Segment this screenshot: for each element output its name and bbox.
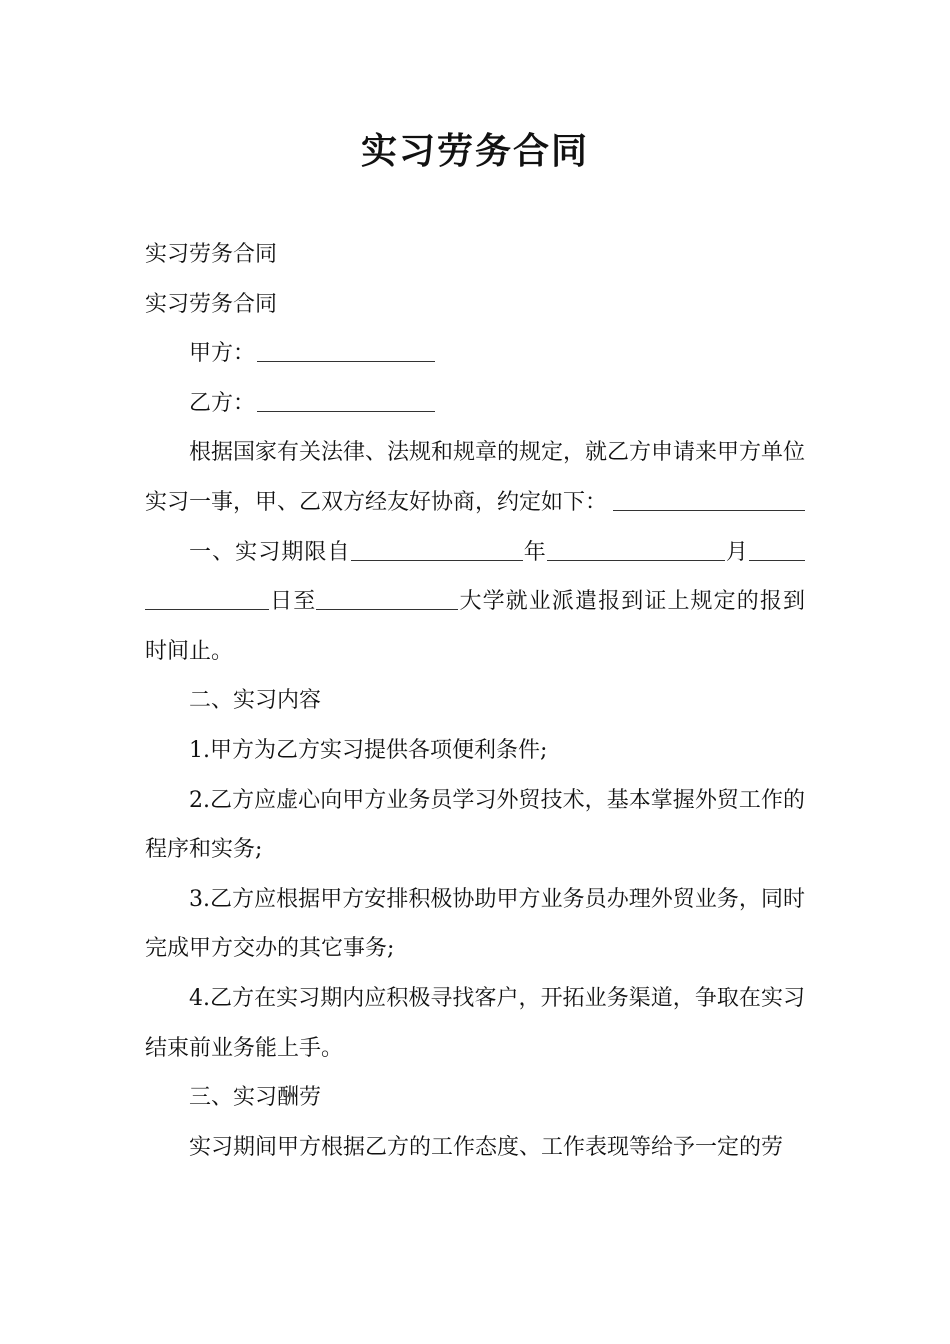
- party-a-label: 甲方：: [189, 341, 256, 367]
- party-a-line: [145, 329, 805, 379]
- intro-text: 根据国家有关法律、法规和规章的规定，就乙方申请来甲方单位实习一事，甲、乙双方经友好协商，约定如下：: [145, 440, 806, 515]
- heading-line-2: 实习劳务合同: [145, 291, 278, 317]
- clause-1-end: 大学就业派遣报到证上规定的报到时间止。: [145, 589, 805, 664]
- document-body: [145, 230, 805, 1172]
- party-b-label: 乙方：: [189, 390, 256, 416]
- clause-2-item-1: 1.甲方为乙方实习提供各项便利条件;: [189, 737, 548, 763]
- intro-paragraph: [145, 428, 805, 527]
- clause-1-start: 一、实习期限自: [189, 539, 351, 565]
- start-month-blank: [547, 538, 725, 561]
- clause-2-item-2: 2.乙方应虚心向甲方业务员学习外贸技术，基本掌握外贸工作的程序和实务;: [145, 787, 805, 863]
- heading-line-1: 实习劳务合同: [145, 242, 278, 267]
- party-b-blank: [257, 389, 435, 412]
- clause-3-text: 实习期间甲方根据乙方的工作态度、工作表现等给予一定的劳: [189, 1134, 784, 1160]
- university-blank: [316, 587, 458, 610]
- day-to-label: 日至: [269, 589, 317, 615]
- party-b-line: [145, 379, 805, 429]
- start-year-blank: [351, 538, 523, 561]
- party-a-blank: [257, 339, 435, 362]
- start-day-blank-b: [145, 587, 269, 610]
- clause-1-paragraph: [145, 528, 805, 677]
- intro-blank: [613, 488, 783, 511]
- clause-3-title: 三、实习酬劳: [189, 1085, 322, 1111]
- year-label: 年: [522, 539, 547, 565]
- month-label: 月: [724, 539, 749, 565]
- clause-2-item-3: 3.乙方应根据甲方安排积极协助甲方业务员办理外贸业务，同时完成甲方交办的其它事务;: [145, 886, 805, 962]
- intro-blank-tail: [783, 488, 805, 511]
- document-title: 实习劳务合同: [360, 131, 589, 172]
- start-day-blank-a: [749, 538, 805, 561]
- clause-2-item-4: 4.乙方在实习期内应积极寻找客户，开拓业务渠道，争取在实习结束前业务能上手。: [145, 985, 805, 1061]
- clause-2-title: 二、实习内容: [189, 688, 322, 714]
